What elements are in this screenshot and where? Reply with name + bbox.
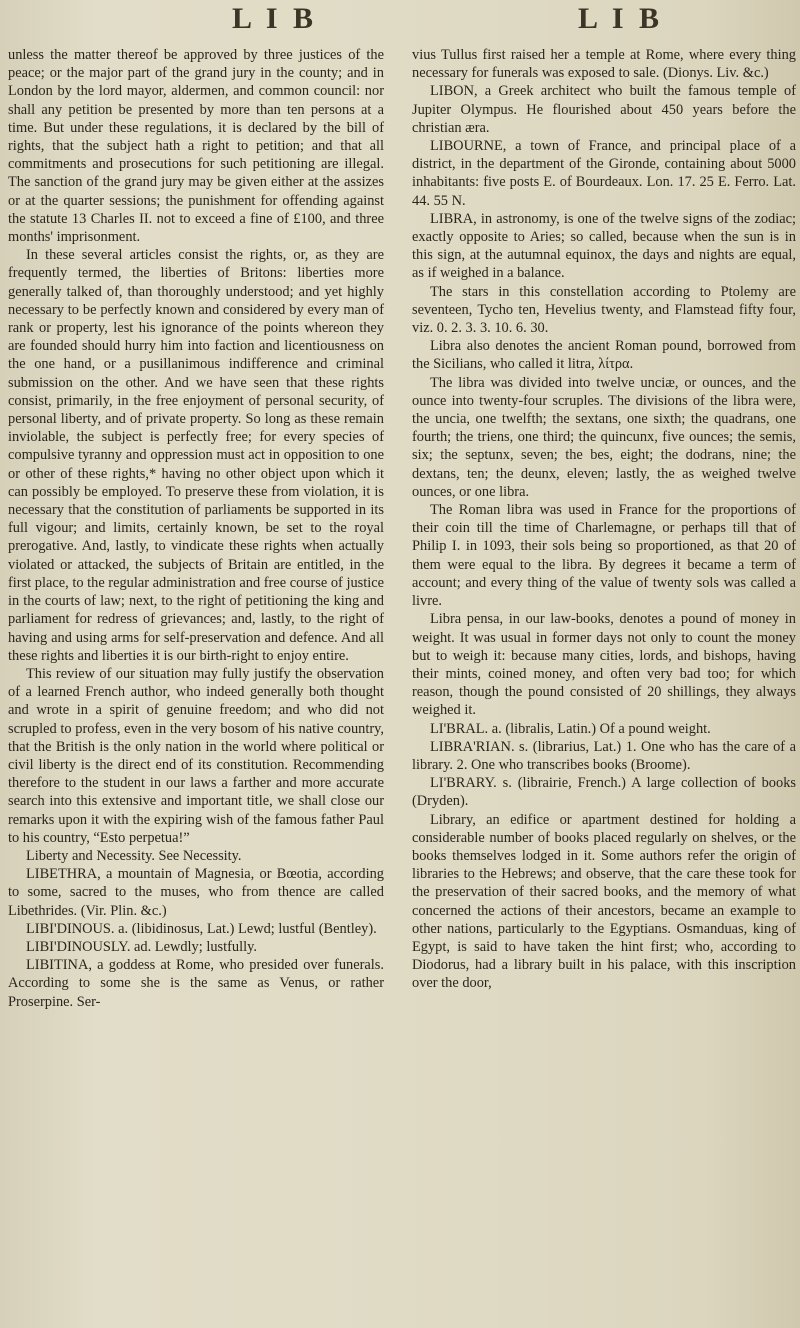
entry: LIBOURNE, a town of France, and principal place of a district, in the department of the Gironde, containing about 5000 inhabitants: five posts E. of Bourdeaux. Lon. 17. 25 E. Ferro. Lat. 44. 55 N. <box>412 138 796 209</box>
paragraph: The libra was divided into twelve unciæ, or ounces, and the ounce into twenty-four scruples. The divisions of the libra were, the uncia, one twelfth; the sextans, one sixth; the quadrans, one fourth; the triens, one third; the quincunx, five ounces; the semis, six; the septunx, seven; the bes, eight; the dodrans, nine; the dextans, ten; the deunx, eleven; lastly, the as weighed twelve ounces, or one libra. <box>412 374 796 500</box>
entry: LI'BRAL. a. (libralis, Latin.) Of a pound weight. <box>430 720 711 737</box>
entry: LIBI'DINOUS. a. (libidinosus, Lat.) Lewd; lustful (Bentley). <box>26 920 377 937</box>
paragraph: Library, an edifice or apartment destined for holding a considerable number of books placed regularly on shelves, or the books themselves lodged in it. Some authors refer the origin of libraries to the Hebrews; and observe, that the care these took for the preservation of their sacred books, and the memory of what concerned the actions of their ancestors, became an example to other nations, particularly to the Egyptians. Osmanduas, king of Egypt, is said to have taken the hint first; who, according to Diodorus, had a library built in his palace, with this inscription over the door, <box>412 811 796 992</box>
entry: LI'BRARY. s. (librairie, French.) A large collection of books (Dryden). <box>412 775 796 810</box>
paragraph: unless the matter thereof be approved by three justices of the peace; or the major part of the grand jury in the county; and in London by the lord mayor, aldermen, and common council: nor shall any petition be presented by more than ten persons at a time. But under these regulations, it is declared by the bill of rights, that the subject hath a right to petition; and that all commitments and prosecutions for such petitioning are illegal. The sanction of the grand jury may be given either at the assizes or at the quarter sessions; the punishment for offending against the statute 13 Charles II. not to exceed a fine of £100, and three months' imprisonment. <box>8 47 384 246</box>
entry: LIBRA'RIAN. s. (librarius, Lat.) 1. One who has the care of a library. 2. One who transcribes books (Broome). <box>412 738 796 773</box>
paragraph: Libra also denotes the ancient Roman pound, borrowed from the Sicilians, who called it litra, λίτρα. <box>412 338 796 373</box>
entry: LIBI'DINOUSLY. ad. Lewdly; lustfully. <box>26 938 257 955</box>
left-column <box>8 46 384 1011</box>
entry: LIBON, a Greek architect who built the famous temple of Jupiter Olympus. He flourished about 450 years before the christian æra. <box>412 83 796 136</box>
paragraph: Libra pensa, in our law-books, denotes a pound of money in weight. It was usual in former days not only to count the money but to weigh it: because many cities, lords, and bishops, having their mints, coined money, and often very bad too; for which reason, though the pound consisted of 20 shillings, they always weighed it. <box>412 611 796 719</box>
paragraph: The Roman libra was used in France for the proportions of their coin till the time of Charlemagne, or perhaps till that of Philip I. in 1093, their sols being so proportioned, as that 20 of them were equal to the libra. By degrees it became a term of account; and every thing of the value of twenty sols was called a livre. <box>412 502 796 610</box>
running-head-left: L I B <box>232 2 318 35</box>
entry: LIBRA, in astronomy, is one of the twelve signs of the zodiac; exactly opposite to Aries; so called, because when the sun is in this sign, at the autumnal equinox, the days and nights are equal, as if weighed in a balance. <box>412 210 796 282</box>
entry: Liberty and Necessity. See Necessity. <box>26 847 242 864</box>
paragraph: vius Tullus first raised her a temple at Rome, where every thing necessary for funerals was exposed to sale. (Dionys. Liv. &c.) <box>412 47 796 82</box>
paragraph: In these several articles consist the rights, or, as they are frequently termed, the liberties of Britons: liberties more generally talked of, than thoroughly understood; and yet highly necessary to be perfectly known and considered by every man of rank or property, lest his ignorance of the points whereon they are founded should hurry him into faction and licentiousness on the one hand, or a pusillanimous indifference and criminal submission on the other. And we have seen that these rights consist, primarily, in the free enjoyment of personal security, of personal liberty, and of private property. So long as these remain inviolable, the subject is perfectly free; for every species of compulsive tyranny and oppression must act in opposition to one or other of these rights,* having no other object upon which it can possibly be employed. To preserve these from violation, it is necessary that the constitution of parliaments be supported in its full vigour; and limits, certainly known, be set to the royal prerogative. And, lastly, to vindicate these rights when actually violated or attacked, the subjects of Britain are entitled, in the first place, to the regular administration and free course of justice in the courts of law; next, to the right of petitioning the king and parliament for redress of grievances; and, lastly, to the right of having and using arms for self-preservation and defence. And all these rights and liberties it is our birth-right to enjoy entire. <box>8 247 385 664</box>
right-column <box>412 46 796 993</box>
entry: LIBITINA, a goddess at Rome, who presided over funerals. According to some she is the same as Venus, or rather Proserpine. Ser- <box>8 957 384 1010</box>
page-header <box>0 2 800 50</box>
paragraph: This review of our situation may fully justify the observation of a learned French author, who indeed generally both thought and wrote in a spirit of genuine freedom; and who did not scrupled to profess, even in the very bosom of his native country, that the British is the only nation in the world where political or civil liberty is the direct end of its constitution. Recommending therefore to the student in our laws a farther and more accurate search into this extensive and important title, we shall close our remarks upon it with the expiring wish of the famous father Paul to his country, “Esto perpetua!” <box>8 665 384 846</box>
entry: LIBETHRA, a mountain of Magnesia, or Bœotia, according to some, sacred to the muses, who from thence are called Libethrides. (Vir. Plin. &c.) <box>8 866 384 919</box>
running-head-right: L I B <box>578 2 664 35</box>
paragraph: The stars in this constellation according to Ptolemy are seventeen, Tycho ten, Hevelius twenty, and Flamstead fifty four, viz. 0. 2. 3. 3. 10. 6. 30. <box>412 283 796 337</box>
